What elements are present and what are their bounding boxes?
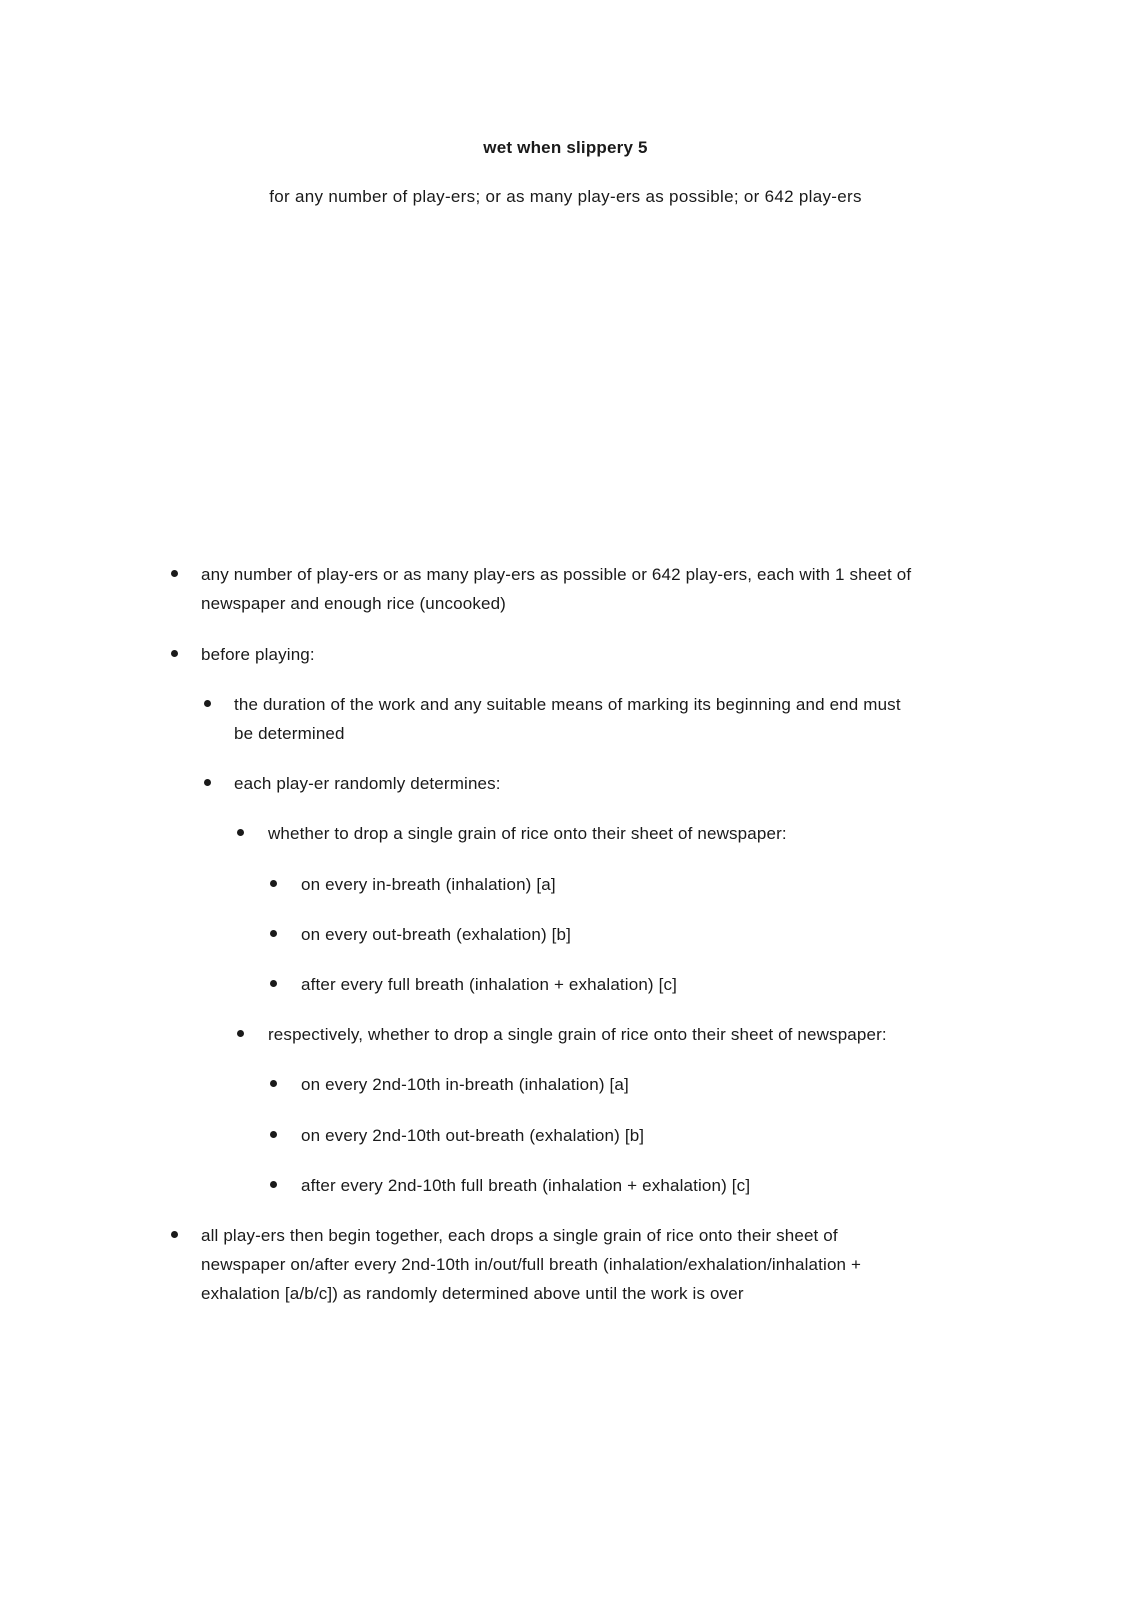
bullet-icon — [270, 980, 277, 987]
bullet-icon — [270, 1131, 277, 1138]
bullet-icon — [237, 1030, 244, 1037]
list-item-line: on every in-breath (inhalation) [a] — [301, 875, 556, 894]
list-item — [201, 560, 911, 618]
list-item-line: exhalation [a/b/c]) as randomly determined above until the work is over — [201, 1284, 744, 1303]
list-item-line: all play-ers then begin together, each drops a single grain of rice onto their sheet of — [201, 1226, 838, 1245]
list-item-line: after every 2nd-10th full breath (inhalation + exhalation) [c] — [301, 1176, 751, 1195]
list-item — [268, 1020, 887, 1049]
list-item-line: on every 2nd-10th in-breath (inhalation) [a] — [301, 1075, 629, 1094]
list-item-line: any number of play-ers or as many play-ers as possible or 642 play-ers, each with 1 sheet of — [201, 565, 912, 584]
bullet-icon — [270, 1181, 277, 1188]
list-item-line: on every 2nd-10th out-breath (exhalation) [b] — [301, 1126, 645, 1145]
bullet-icon — [270, 880, 277, 887]
list-item-line: after every full breath (inhalation + exhalation) [c] — [301, 975, 678, 994]
bullet-icon — [270, 1080, 277, 1087]
list-item — [301, 1121, 644, 1150]
bullet-icon — [171, 650, 178, 657]
document-title: wet when slippery 5 — [483, 138, 648, 157]
document-subtitle: for any number of play-ers; or as many play-ers as possible; or 642 play-ers — [269, 187, 862, 206]
bullet-icon — [237, 829, 244, 836]
bullet-icon — [171, 1231, 178, 1238]
list-item — [301, 920, 571, 949]
bullet-icon — [171, 570, 178, 577]
list-item — [201, 640, 315, 669]
list-item — [301, 870, 556, 899]
list-item — [268, 819, 787, 848]
bullet-icon — [270, 930, 277, 937]
list-item-line: respectively, whether to drop a single grain of rice onto their sheet of newspaper: — [268, 1025, 887, 1044]
list-item-line: newspaper and enough rice (uncooked) — [201, 594, 506, 613]
list-item — [301, 970, 677, 999]
list-item-line: newspaper on/after every 2nd-10th in/out/full breath (inhalation/exhalation/inhalation + — [201, 1255, 862, 1274]
list-item-line: be determined — [234, 724, 345, 743]
list-item — [301, 1171, 750, 1200]
list-item-line: each play-er randomly determines: — [234, 774, 501, 793]
list-item — [234, 690, 901, 748]
list-item — [301, 1070, 629, 1099]
list-item-line: on every out-breath (exhalation) [b] — [301, 925, 571, 944]
list-item-line: before playing: — [201, 645, 315, 664]
bullet-icon — [204, 700, 211, 707]
list-item — [201, 1221, 861, 1308]
list-item-line: the duration of the work and any suitable means of marking its beginning and end must — [234, 695, 901, 714]
bullet-icon — [204, 779, 211, 786]
list-item-line: whether to drop a single grain of rice onto their sheet of newspaper: — [268, 824, 787, 843]
list-item — [234, 769, 501, 798]
